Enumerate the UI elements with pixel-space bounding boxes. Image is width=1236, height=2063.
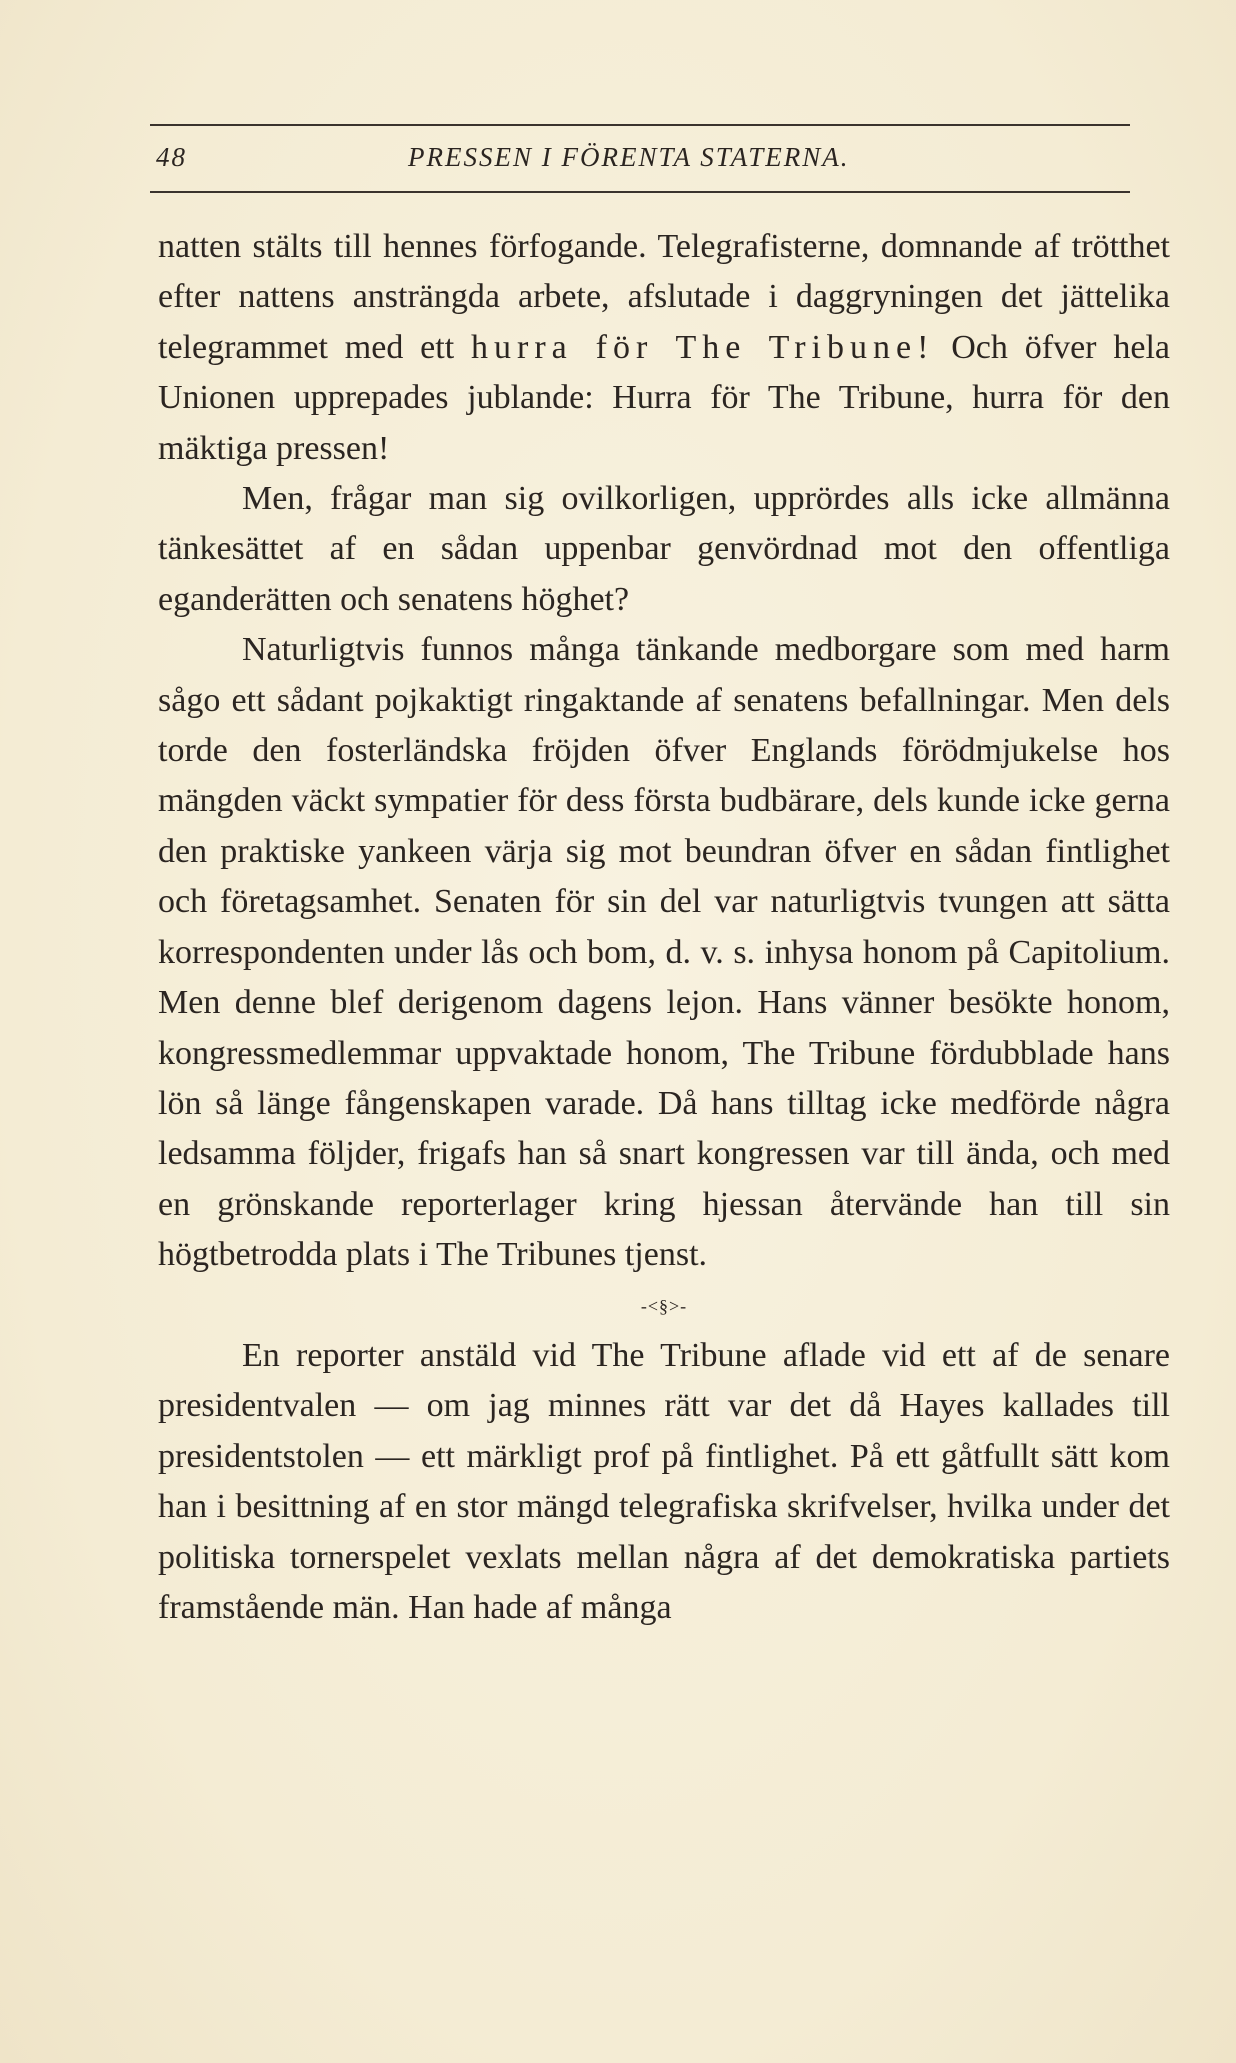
paragraph: En reporter anstäld vid The Tribune aflade vid ett af de senare presidentvalen — om jag minnes rätt var det då Hayes kallades till presidentstolen — ett märkligt prof på fintlighet. På ett gåtfullt sätt kom han i besittning af en stor mängd telegrafiska skrifvelser, hvilka under det politiska tornerspelet vexlats mellan några af det demokratiska partiets framstående män. Han hade af många	[158, 1336, 1170, 1626]
body-text	[158, 222, 1170, 1633]
header-rule-bottom	[150, 191, 1130, 193]
running-title: PRESSEN I FÖRENTA STATERNA.	[408, 142, 850, 172]
running-header	[150, 136, 1130, 180]
paragraph-continued	[158, 222, 1170, 474]
spaced-emphasis-text: hurra för The Tribune!	[471, 328, 935, 366]
paragraph: Naturligtvis funnos många tänkande medborgare som med harm sågo ett sådant pojkaktigt ringaktande af senatens befallningar. Men dels torde den fosterländska fröjden öfver Englands förödmjukelse hos mängden väckt sympatier för dess första budbärare, dels kunde icke gerna den praktiske yankeen värja sig mot beundran öfver en sådan fintlighet och företagsamhet. Senaten för sin del var naturligtvis tvungen att sätta korrespondenten under lås och bom, d. v. s. inhysa honom på Capitolium. Men denne blef derigenom dagens lejon. Hans vänner besökte honom, kongressmedlemmar uppvaktade honom, The Tribune fördubblade hans lön så länge fångenskapen varade. Då hans tilltag icke medförde några ledsamma följder, frigafs han så snart kongressen var till ända, och med en grönskande reporterlager kring hjessan återvände han till sin högtbetrodda plats i The Tribunes tjenst.	[158, 631, 1170, 1274]
header-rule-top	[150, 124, 1130, 126]
page-number: 48	[156, 142, 187, 172]
paragraph-text: natten stälts till hennes förfogande. Telegrafisterne, domnande af trötthet efter nattens ansträngda arbete, afslutade i daggryningen det jättelika telegrammet med ett	[158, 228, 1170, 366]
paragraph: Men, frågar man sig ovilkorligen, upprördes alls icke allmänna tänkesättet af en sådan uppenbar genvördnad mot den offentliga eganderätten och senatens höghet?	[158, 480, 1170, 618]
paragraph-text: Och öfver hela Unionen upprepades jublande: Hurra för The Tribune, hurra för den mäktiga pressen!	[158, 328, 1170, 467]
section-ornament: -<§>-	[640, 1295, 688, 1316]
